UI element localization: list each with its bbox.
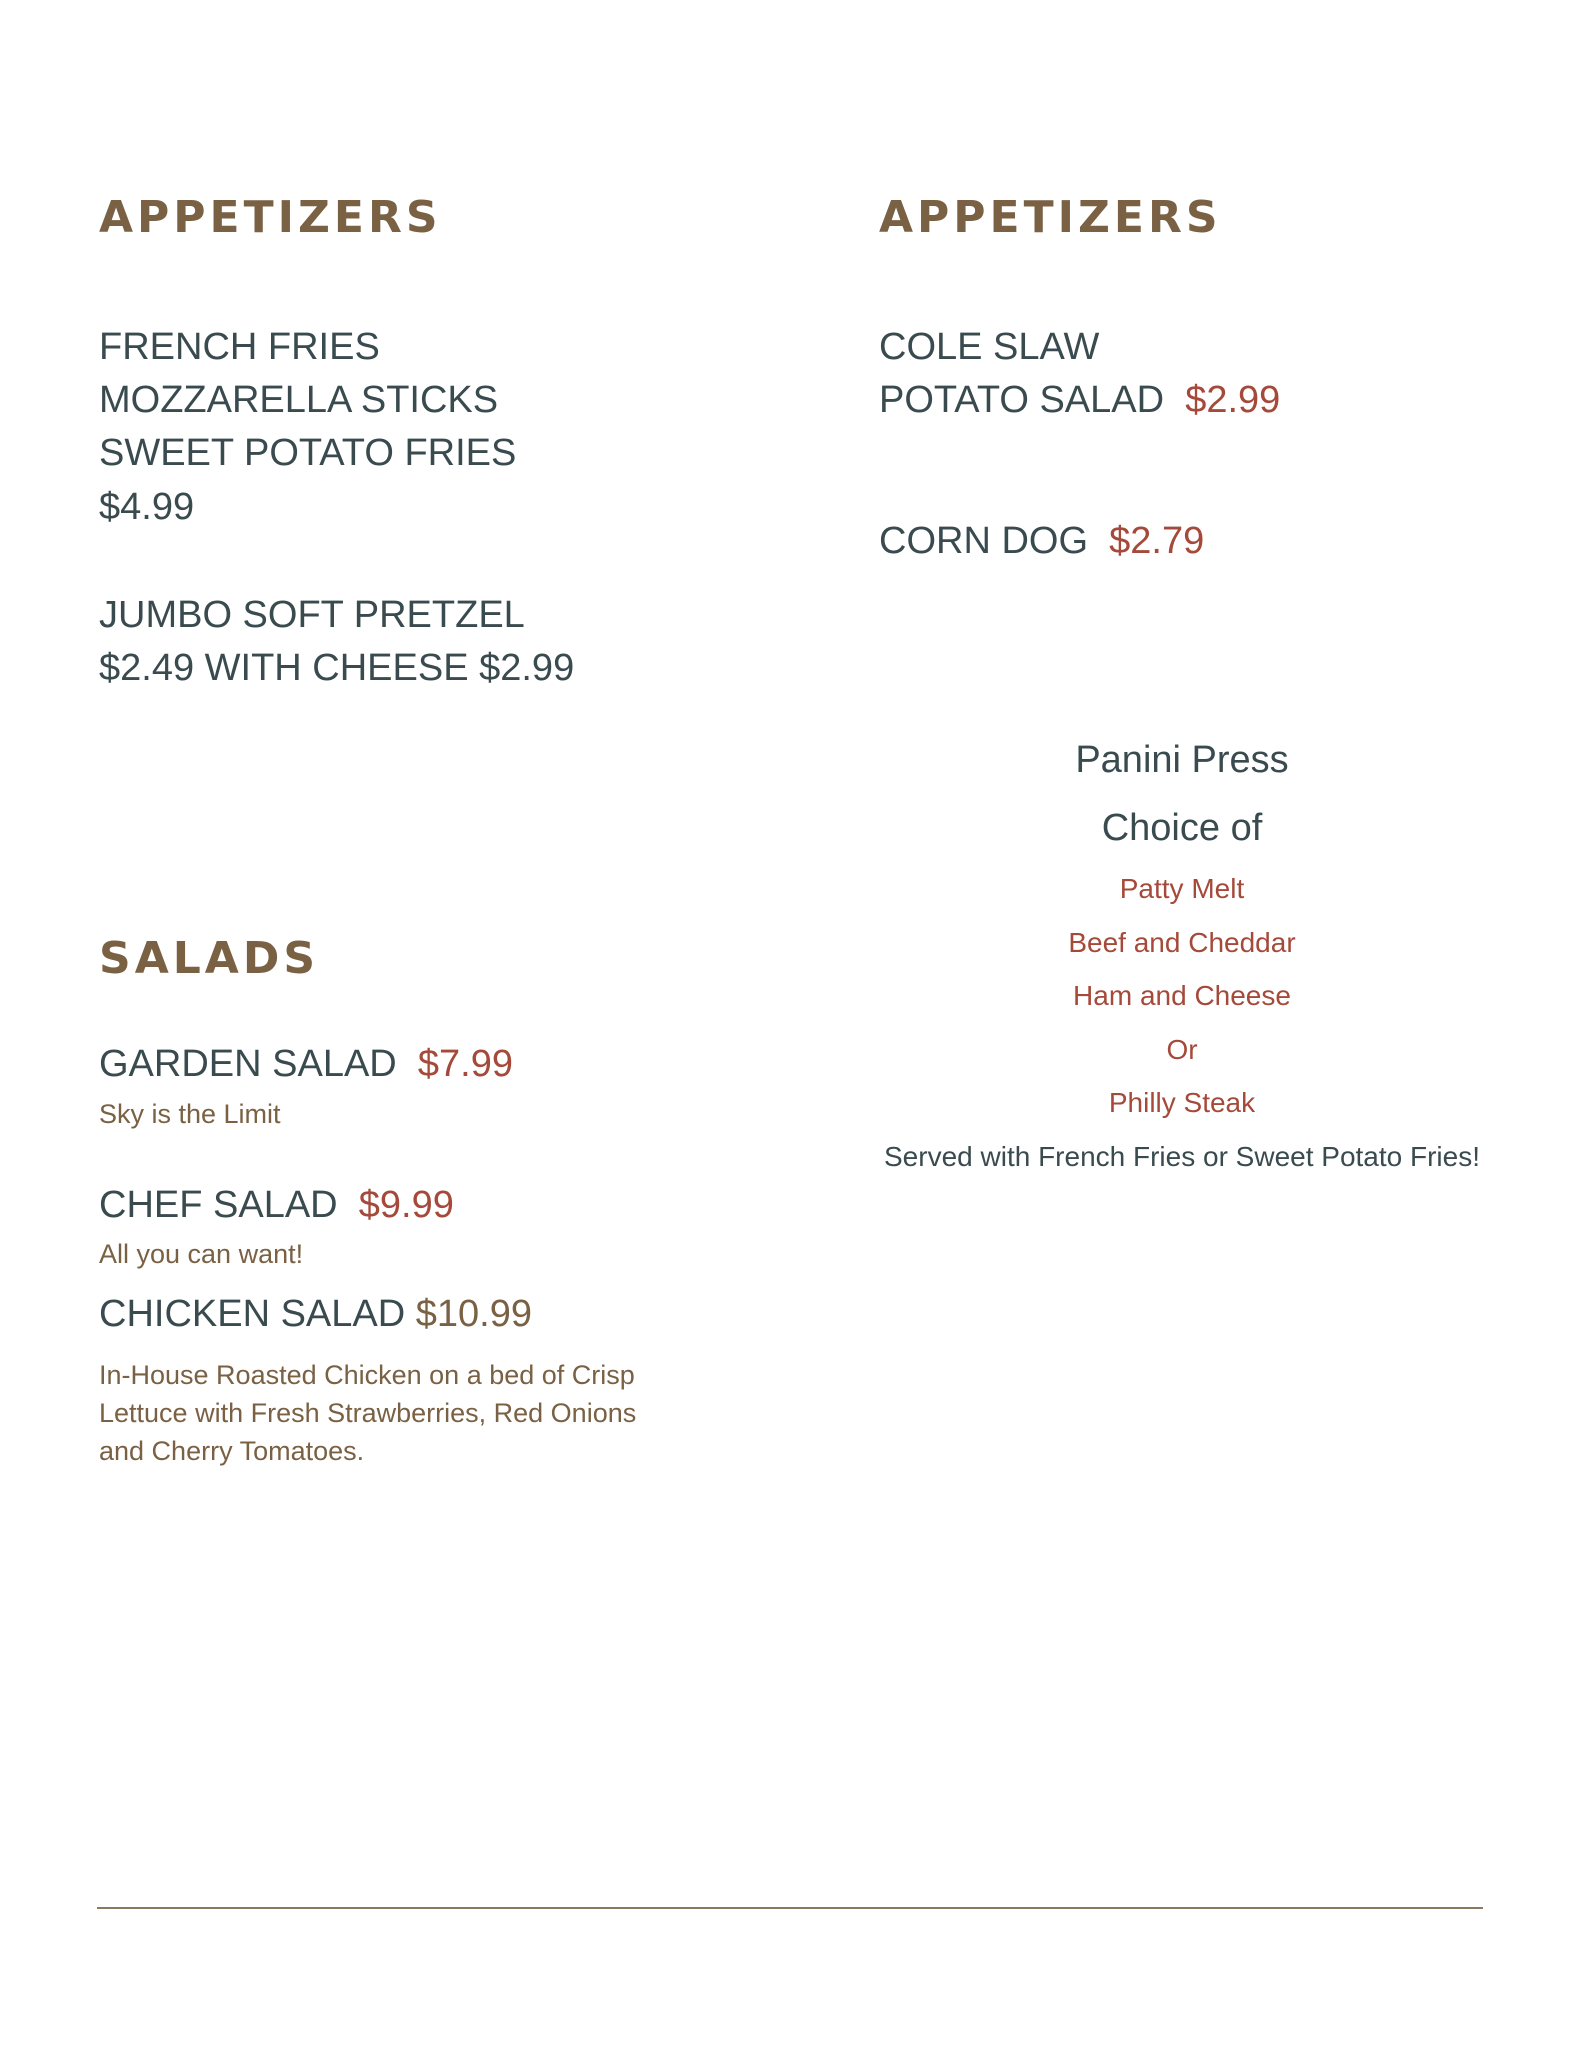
panini-choice: Philly Steak bbox=[1108, 1087, 1256, 1118]
appetizers-heading-right: APPETIZERS bbox=[879, 192, 1222, 243]
garden-salad-description: Sky is the Limit bbox=[99, 1099, 281, 1129]
menu-item-potato-salad bbox=[879, 381, 1280, 419]
pretzel-prices: $2.49 WITH CHEESE $2.99 bbox=[99, 647, 575, 689]
appetizers-heading-left: APPETIZERS bbox=[99, 192, 442, 243]
panini-choice: Patty Melt bbox=[1119, 873, 1245, 904]
panini-press-section bbox=[882, 726, 1482, 1183]
chef-salad-price: $9.99 bbox=[358, 1184, 454, 1226]
chicken-salad-description bbox=[99, 1356, 636, 1470]
garden-salad-price: $7.99 bbox=[417, 1043, 513, 1085]
panini-choice: Ham and Cheese bbox=[1073, 980, 1291, 1011]
potato-salad-name: POTATO SALAD bbox=[879, 379, 1165, 421]
garden-salad-name: GARDEN SALAD bbox=[99, 1043, 397, 1085]
chef-salad-name: CHEF SALAD bbox=[99, 1184, 338, 1226]
chicken-salad-price: $10.99 bbox=[415, 1293, 532, 1335]
fries-group-price: $4.99 bbox=[99, 486, 195, 528]
salads-heading: SALADS bbox=[99, 933, 320, 984]
menu-item-chicken-salad bbox=[99, 1295, 532, 1333]
corn-dog-price: $2.79 bbox=[1109, 520, 1205, 562]
chicken-salad-name: CHICKEN SALAD bbox=[99, 1293, 406, 1335]
potato-salad-price: $2.99 bbox=[1185, 379, 1281, 421]
menu-item-french-fries: FRENCH FRIES bbox=[99, 326, 380, 368]
footer-divider bbox=[97, 1907, 1483, 1909]
menu-item-chef-salad bbox=[99, 1186, 454, 1224]
menu-item-garden-salad bbox=[99, 1045, 513, 1083]
menu-item-sweet-potato-fries: SWEET POTATO FRIES bbox=[99, 432, 517, 474]
chicken-salad-desc-line: and Cherry Tomatoes. bbox=[99, 1436, 365, 1466]
panini-title: Panini Press bbox=[1075, 739, 1289, 781]
menu-item-corn-dog bbox=[879, 522, 1204, 560]
menu-item-cole-slaw: COLE SLAW bbox=[879, 326, 1100, 368]
chicken-salad-desc-line: Lettuce with Fresh Strawberries, Red Onions bbox=[99, 1398, 637, 1428]
chicken-salad-desc-line: In-House Roasted Chicken on a bed of Crisp bbox=[99, 1360, 635, 1390]
panini-choice: Or bbox=[1166, 1033, 1198, 1065]
menu-item-jumbo-soft-pretzel: JUMBO SOFT PRETZEL bbox=[99, 594, 525, 636]
panini-served-with: Served with French Fries or Sweet Potato Fries! bbox=[884, 1140, 1480, 1172]
corn-dog-name: CORN DOG bbox=[879, 520, 1088, 562]
chef-salad-description: All you can want! bbox=[99, 1239, 304, 1269]
menu-item-mozzarella-sticks: MOZZARELLA STICKS bbox=[99, 379, 499, 421]
panini-choice: Beef and Cheddar bbox=[1068, 926, 1296, 958]
panini-subtitle: Choice of bbox=[1101, 807, 1263, 849]
